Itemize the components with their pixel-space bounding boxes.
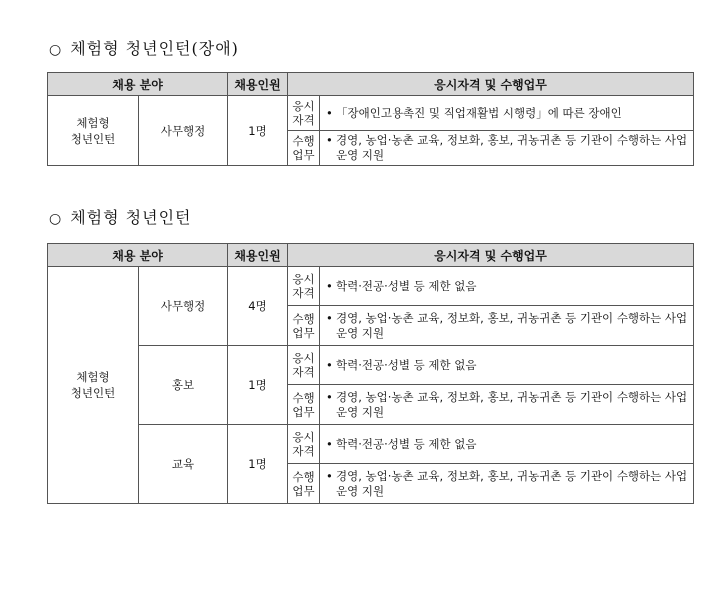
bullet-icon: • xyxy=(326,468,333,483)
count-cell: 1명 xyxy=(228,425,288,504)
duty-label: 수행 업무 xyxy=(288,306,320,346)
header-field: 채용 분야 xyxy=(48,73,228,96)
bullet-icon: • xyxy=(326,436,333,451)
circle-marker-icon: ○ xyxy=(49,211,63,227)
category-cell xyxy=(48,267,139,504)
duty-label: 수행 업무 xyxy=(288,131,320,166)
header-qualification: 응시자격 및 수행업무 xyxy=(288,73,694,96)
bullet-icon: • xyxy=(326,357,333,372)
header-field: 채용 분야 xyxy=(48,244,228,267)
table-row xyxy=(48,96,694,131)
count-cell: 1명 xyxy=(228,96,288,166)
recruitment-table-disabled xyxy=(47,72,694,166)
field-cell: 사무행정 xyxy=(139,267,228,346)
header-count: 채용인원 xyxy=(228,73,288,96)
field-cell: 홍보 xyxy=(139,346,228,425)
qualification-label: 응시 자격 xyxy=(288,267,320,306)
bullet-icon: • xyxy=(326,105,333,120)
duty-label: 수행 업무 xyxy=(288,385,320,425)
section-title-text: 체험형 청년인턴(장애) xyxy=(70,39,239,58)
table-row xyxy=(48,346,694,385)
qualification-label: 응시 자격 xyxy=(288,425,320,464)
duty-text: • 경영, 농업·농촌 교육, 정보화, 홍보, 귀농귀촌 등 기관이 수행하는 사업 운영 지원 xyxy=(320,131,694,166)
recruitment-table-general xyxy=(47,243,694,504)
duty-label: 수행 업무 xyxy=(288,464,320,504)
header-count: 채용인원 xyxy=(228,244,288,267)
count-cell: 1명 xyxy=(228,346,288,425)
table-header-row xyxy=(48,244,694,267)
qualification-text: • 학력·전공·성별 등 제한 없음 xyxy=(320,425,694,464)
bullet-icon: • xyxy=(326,389,333,404)
bullet-icon: • xyxy=(326,278,333,293)
qualification-label: 응시 자격 xyxy=(288,346,320,385)
section-title-disabled-intern xyxy=(49,36,239,59)
duty-text: • 경영, 농업·농촌 교육, 정보화, 홍보, 귀농귀촌 등 기관이 수행하는 사업 운영 지원 xyxy=(320,306,694,346)
section-title-intern xyxy=(49,205,192,228)
qualification-text: • 학력·전공·성별 등 제한 없음 xyxy=(320,267,694,306)
field-cell: 교육 xyxy=(139,425,228,504)
header-qualification: 응시자격 및 수행업무 xyxy=(288,244,694,267)
bullet-icon: • xyxy=(326,310,333,325)
field-cell: 사무행정 xyxy=(139,96,228,166)
table-row xyxy=(48,425,694,464)
qualification-text: • 학력·전공·성별 등 제한 없음 xyxy=(320,346,694,385)
category-label: 체험형 청년인턴 xyxy=(70,370,116,400)
count-cell: 4명 xyxy=(228,267,288,346)
duty-text: • 경영, 농업·농촌 교육, 정보화, 홍보, 귀농귀촌 등 기관이 수행하는 사업 운영 지원 xyxy=(320,464,694,504)
category-cell xyxy=(48,96,139,166)
bullet-icon: • xyxy=(326,133,333,147)
table-header-row xyxy=(48,73,694,96)
qualification-label: 응시 자격 xyxy=(288,96,320,131)
category-label: 체험형 청년인턴 xyxy=(70,115,116,146)
qualification-text: • 「장애인고용촉진 및 직업재활법 시행령」에 따른 장애인 xyxy=(320,96,694,131)
table-row xyxy=(48,267,694,306)
circle-marker-icon: ○ xyxy=(49,42,63,58)
duty-text: • 경영, 농업·농촌 교육, 정보화, 홍보, 귀농귀촌 등 기관이 수행하는 사업 운영 지원 xyxy=(320,385,694,425)
section-title-text: 체험형 청년인턴 xyxy=(70,208,192,227)
